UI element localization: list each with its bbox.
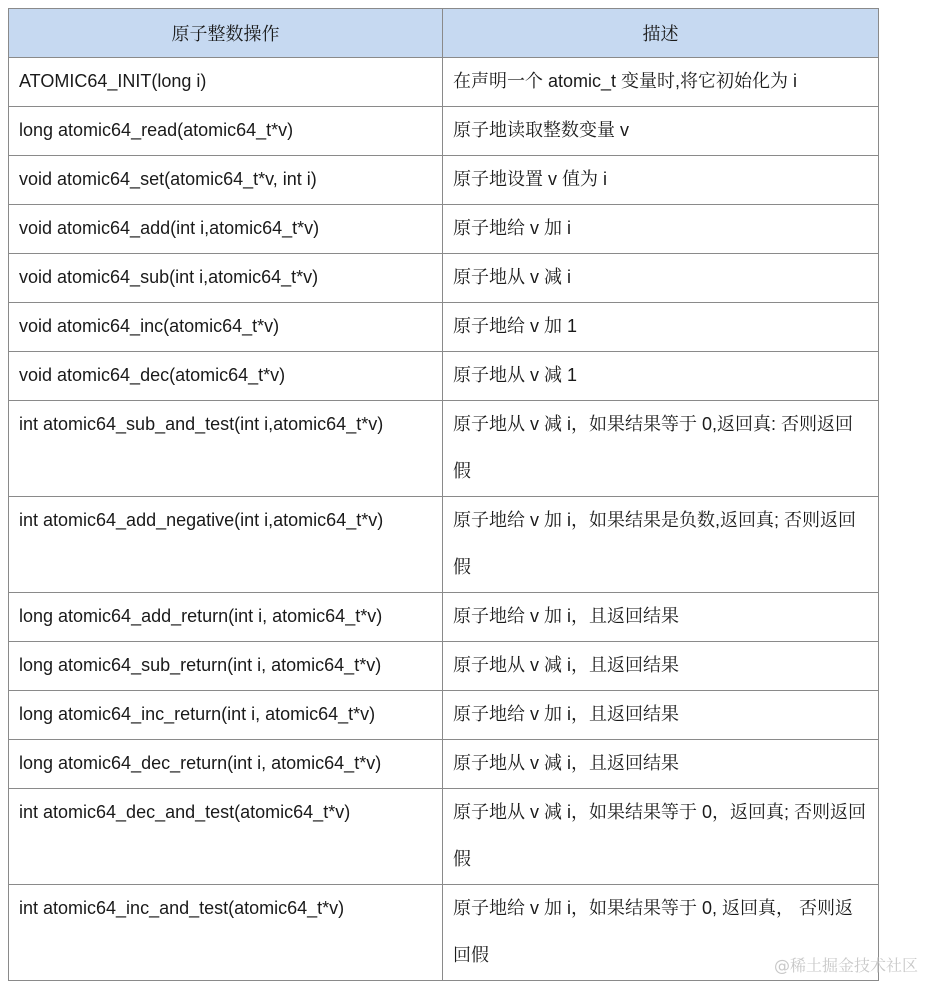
row-operation: void atomic64_inc(atomic64_t*v) <box>9 303 443 352</box>
table-row <box>9 497 879 593</box>
row-description: 原子地给 v 加 i，如果结果是负数,返回真; 否则返回假 <box>443 497 879 593</box>
table-row <box>9 352 879 401</box>
table-row <box>9 740 879 789</box>
row-description: 原子地给 v 加 i，且返回结果 <box>443 691 879 740</box>
table-row <box>9 885 879 981</box>
row-operation: long atomic64_add_return(int i, atomic64_t*v) <box>9 593 443 642</box>
row-description: 原子地给 v 加 i <box>443 205 879 254</box>
row-operation: void atomic64_dec(atomic64_t*v) <box>9 352 443 401</box>
table-row <box>9 789 879 885</box>
table-row <box>9 401 879 497</box>
row-operation: long atomic64_inc_return(int i, atomic64_t*v) <box>9 691 443 740</box>
row-description: 原子地从 v 减 i，如果结果等于 0,返回真: 否则返回假 <box>443 401 879 497</box>
header-description: 描述 <box>443 9 879 58</box>
row-operation: int atomic64_dec_and_test(atomic64_t*v) <box>9 789 443 885</box>
site-watermark: @稀土掘金技术社区 <box>773 956 918 975</box>
row-description: 在声明一个 atomic_t 变量时,将它初始化为 i <box>443 58 879 107</box>
table-row <box>9 58 879 107</box>
table-row <box>9 156 879 205</box>
row-operation: void atomic64_add(int i,atomic64_t*v) <box>9 205 443 254</box>
row-operation: void atomic64_set(atomic64_t*v, int i) <box>9 156 443 205</box>
atomic-ops-table <box>8 8 879 981</box>
row-operation: int atomic64_sub_and_test(int i,atomic64_t*v) <box>9 401 443 497</box>
row-description: 原子地读取整数变量 v <box>443 107 879 156</box>
row-operation: long atomic64_sub_return(int i, atomic64_t*v) <box>9 642 443 691</box>
row-operation: void atomic64_sub(int i,atomic64_t*v) <box>9 254 443 303</box>
row-operation: int atomic64_inc_and_test(atomic64_t*v) <box>9 885 443 981</box>
header-operation: 原子整数操作 <box>9 9 443 58</box>
table-row <box>9 107 879 156</box>
row-description: 原子地从 v 减 i，如果结果等于 0，返回真; 否则返回假 <box>443 789 879 885</box>
table-row <box>9 593 879 642</box>
row-description: 原子地设置 v 值为 i <box>443 156 879 205</box>
row-description: 原子地从 v 减 i，且返回结果 <box>443 642 879 691</box>
row-operation: long atomic64_read(atomic64_t*v) <box>9 107 443 156</box>
row-description: 原子地从 v 减 i，且返回结果 <box>443 740 879 789</box>
row-description: 原子地给 v 加 i，且返回结果 <box>443 593 879 642</box>
row-operation: long atomic64_dec_return(int i, atomic64_t*v) <box>9 740 443 789</box>
row-description: 原子地给 v 加 i，如果结果等于 0, 返回真， 否则返回假 <box>443 885 879 981</box>
table-row <box>9 205 879 254</box>
table-row <box>9 254 879 303</box>
row-description: 原子地从 v 减 i <box>443 254 879 303</box>
table-row <box>9 303 879 352</box>
atomic-ops-table-container <box>8 8 878 981</box>
row-description: 原子地给 v 加 1 <box>443 303 879 352</box>
table-row <box>9 691 879 740</box>
row-operation: int atomic64_add_negative(int i,atomic64_t*v) <box>9 497 443 593</box>
table-row <box>9 642 879 691</box>
row-description: 原子地从 v 减 1 <box>443 352 879 401</box>
table-header-row <box>9 9 879 58</box>
row-operation: ATOMIC64_INIT(long i) <box>9 58 443 107</box>
